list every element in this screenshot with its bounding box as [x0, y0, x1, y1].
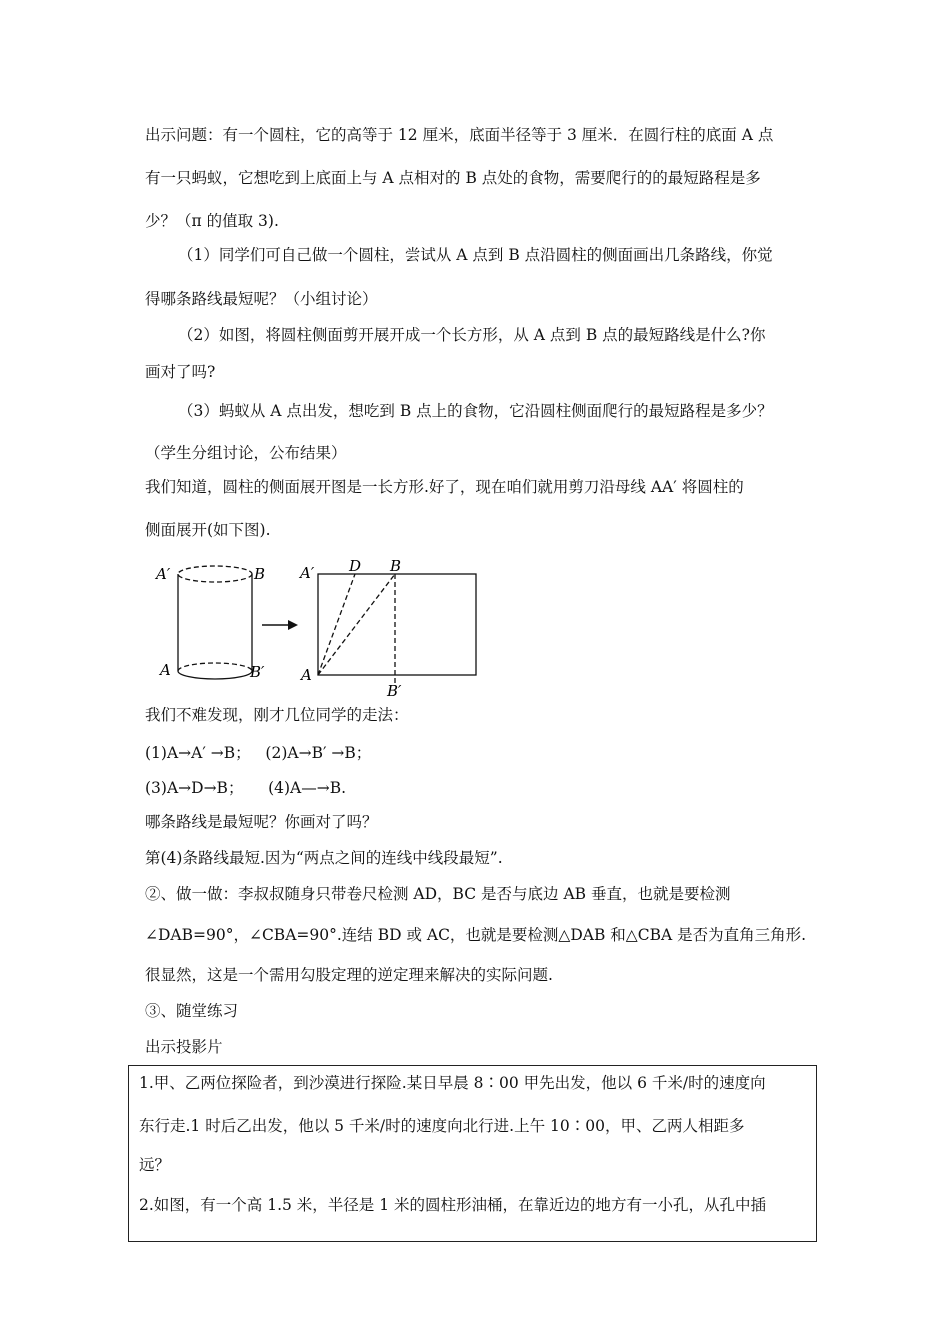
- practice-slide: 出示投影片: [145, 1038, 223, 1056]
- question-3-line-2: （学生分组讨论，公布结果）: [145, 444, 347, 462]
- question-1-line-2: 得哪条路线最短呢？（小组讨论）: [145, 290, 378, 308]
- known-line-2: 侧面展开(如下图).: [145, 521, 271, 539]
- exercise-line-1: 1.甲、乙两位探险者，到沙漠进行探险.某日早晨 8∶00 甲先出发，他以 6 千米/时的速度向: [139, 1074, 766, 1092]
- cylinder-label-a: A: [160, 661, 171, 679]
- exercise-line-3: 远？: [139, 1156, 171, 1174]
- cylinder-label-b-prime: B′: [250, 663, 265, 681]
- exercise-line-4: 2.如图，有一个高 1.5 米，半径是 1 米的圆柱形油桶，在靠近边的地方有一小孔，从孔中插: [139, 1196, 767, 1214]
- rect-label-b: B: [390, 557, 402, 575]
- question-2-line-2: 画对了吗?: [145, 363, 216, 381]
- cylinder-label-b: B: [254, 565, 266, 583]
- rect-label-d: D: [349, 557, 362, 575]
- cylinder-unfold-figure: [150, 552, 490, 700]
- known-line-1: 我们知道，圆柱的侧面展开图是一长方形.好了，现在咱们就用剪刀沿母线 AA′ 将圆柱的: [145, 478, 744, 496]
- paths-row-2: (3)A→D→B； (4)A—→B.: [145, 779, 347, 797]
- exercise-box: [128, 1065, 817, 1242]
- paths-answer: 第(4)条路线最短.因为“两点之间的连线中线段最短”.: [145, 849, 503, 867]
- try-line-2: ∠DAB=90°，∠CBA=90°.连结 BD 或 AC，也就是要检测△DAB 和△CBA 是否为直角三角形.: [145, 926, 807, 944]
- cylinder-diagram: [178, 566, 252, 679]
- try-line-3: 很显然，这是一个需用勾股定理的逆定理来解决的实际问题.: [145, 966, 553, 984]
- question-1-line-1: （1）同学们可自己做一个圆柱，尝试从 A 点到 B 点沿圆柱的侧面画出几条路线，你觉: [178, 246, 773, 264]
- cylinder-label-a-prime: A′: [156, 565, 171, 583]
- practice-title: ③、随堂练习: [145, 1002, 239, 1020]
- question-2-line-1: （2）如图，将圆柱侧面剪开展开成一个长方形，从 A 点到 B 点的最短路线是什么?你: [178, 326, 766, 344]
- rect-label-a: A: [301, 666, 312, 684]
- exercise-line-2: 东行走.1 时后乙出发，他以 5 千米/时的速度向北行进.上午 10∶00，甲、乙两人相距多: [139, 1117, 745, 1135]
- unfolded-rectangle: [318, 574, 476, 685]
- intro-line-3: 少？（π 的值取 3).: [145, 212, 279, 230]
- arrow-icon: [262, 620, 298, 630]
- intro-line-1: 出示问题：有一个圆柱，它的高等于 12 厘米，底面半径等于 3 厘米．在圆行柱的底面 A 点: [145, 126, 774, 144]
- question-3-line-1: （3）蚂蚁从 A 点出发，想吃到 B 点上的食物，它沿圆柱侧面爬行的最短路程是多少？: [178, 402, 773, 420]
- intro-line-2: 有一只蚂蚁，它想吃到上底面上与 A 点相对的 B 点处的食物，需要爬行的的最短路程是多: [145, 169, 761, 187]
- paths-question: 哪条路线是最短呢？你画对了吗？: [145, 813, 378, 831]
- paths-row-1: (1)A→A′ →B； (2)A→B′ →B；: [145, 744, 372, 762]
- rect-label-b-prime: B′: [387, 682, 402, 700]
- rect-label-a-prime: A′: [300, 564, 315, 582]
- try-line-1: ②、做一做：李叔叔随身只带卷尺检测 AD，BC 是否与底边 AB 垂直，也就是要检测: [145, 885, 731, 903]
- paths-intro: 我们不难发现，刚才几位同学的走法：: [145, 706, 409, 724]
